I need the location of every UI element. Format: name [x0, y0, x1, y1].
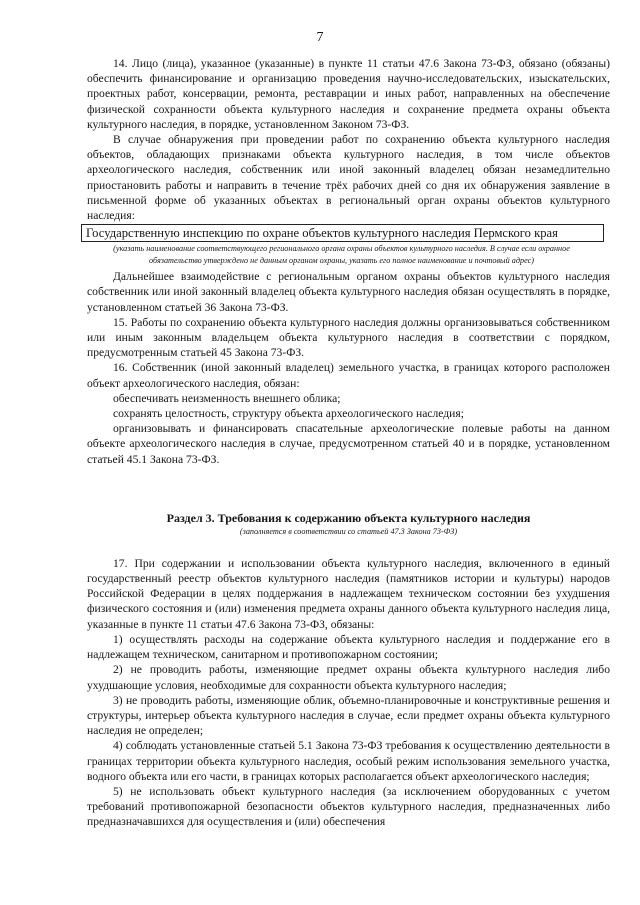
page-number: 7: [316, 30, 324, 45]
paragraph-17-item-5: 5) не использовать объект культурного наследия (за исключением оборудованных с учетом требований противопожарной безопасности объектов культурного наследия, предназначенных либо предназначавшихся для осуществления и (или) обеспечения: [87, 784, 610, 829]
paragraph-16-item-b: сохранять целостность, структуру объекта археологического наследия;: [113, 407, 464, 421]
paragraph-17: 17. При содержании и использовании объекта культурного наследия, включенного в единый государственный реестр объектов культурного наследия (памятников истории и культуры) народов Российской Федерации в целях поддержания в надлежащем техническом состоянии без ухудшения физического состояния и (или) изменения предмета охраны данного объекта культурного наследия лица, указанные в пункте 11 статьи 47.6 Закона 73-ФЗ, обязаны:: [87, 556, 610, 631]
paragraph-14: 14. Лицо (лица), указанное (указанные) в пункте 11 статьи 47.6 Закона 73-ФЗ, обязано (обязаны) обеспечить финансирование и организацию проведения научно-исследовательских, изыскательских, проектных работ, консервации, ремонта, реставрации и иных работ, направленных на обеспечение физической сохранности объекта культурного наследия и сохранение предмета охраны объекта культурного наследия, в порядке, установленном Законом 73-ФЗ.: [87, 57, 610, 131]
paragraph-17-item-3: 3) не проводить работы, изменяющие облик, объемно-планировочные и конструктивные решения и структуры, интерьер объекта культурного наследия в случае, если предмет охраны объекта культурного наследия не определен;: [87, 693, 610, 738]
paragraph-detection: В случае обнаружения при проведении работ по сохранению объекта культурного наследия объектов, обладающих признаками объекта культурного наследия, в том числе объектов археологического наследия, собственник или иной законный владелец обязан незамедлительно приостановить работы и направить в течение трёх рабочих дней со дня их обнаружения заявление в письменной форме об указанных объектах в региональный орган охраны объектов культурного наследия:: [87, 133, 610, 223]
paragraph-further-interaction: Дальнейшее взаимодействие с региональным органом охраны объектов культурного наследия собственник или иной законный владелец объекта культурного наследия обязан осуществлять в порядке, установленном статьей 36 Закона 73-ФЗ.: [87, 270, 610, 314]
paragraph-16: 16. Собственник (иной законный владелец) земельного участка, в границах которого расположен объект археологического наследия, обязан:: [87, 361, 610, 390]
section-3-note: (заполняется в соответствии со статьей 47.3 Закона 73-ФЗ): [239, 526, 458, 536]
paragraph-17-item-1: 1) осуществлять расходы на содержание объекта культурного наследия и поддержание его в надлежащем техническом, санитарном и противопожарном состоянии;: [87, 632, 610, 662]
paragraph-17-item-4: 4) соблюдать установленные статьей 5.1 Закона 73-ФЗ требования к осуществлению деятельности в границах территории объекта культурного наследия, особый режим использования земельного участка, водного объекта или его части, в границах которых располагается объект археологического наследия;: [87, 739, 610, 783]
paragraph-16-item-c: организовывать и финансировать спасательные археологические полевые работы на данном объекте археологического наследия в случае, предусмотренном статьей 40 и в порядке, установленном статьей 45.1 Закона 73-ФЗ.: [87, 422, 610, 466]
section-3-title: Раздел 3. Требования к содержанию объекта культурного наследия: [166, 510, 531, 525]
paragraph-16-item-a: обеспечивать неизменность внешнего облика;: [113, 391, 341, 405]
document-body: [87, 56, 610, 830]
paragraph-15: 15. Работы по сохранению объекта культурного наследия должны организовываться собственником или иным законным владельцем объекта культурного наследия в соответствии с порядком, предусмотренным статьей 45 Закона 73-ФЗ.: [87, 315, 610, 360]
regional-organ-field: [81, 224, 604, 242]
paragraph-17-item-2: 2) не проводить работы, изменяющие предмет охраны объекта культурного наследия либо ухудшающие условия, необходимые для сохранности объекта культурного наследия;: [87, 663, 610, 692]
regional-organ-name: Государственную инспекцию по охране объектов культурного наследия Пермского края: [86, 226, 558, 241]
regional-organ-hint: (указать наименование соответствующего регионального органа охраны объектов культурного наследия. В случае если охранное обязательство утверждено не данным органом охраны, указать его полное наименование и почтовый адрес): [113, 244, 570, 266]
